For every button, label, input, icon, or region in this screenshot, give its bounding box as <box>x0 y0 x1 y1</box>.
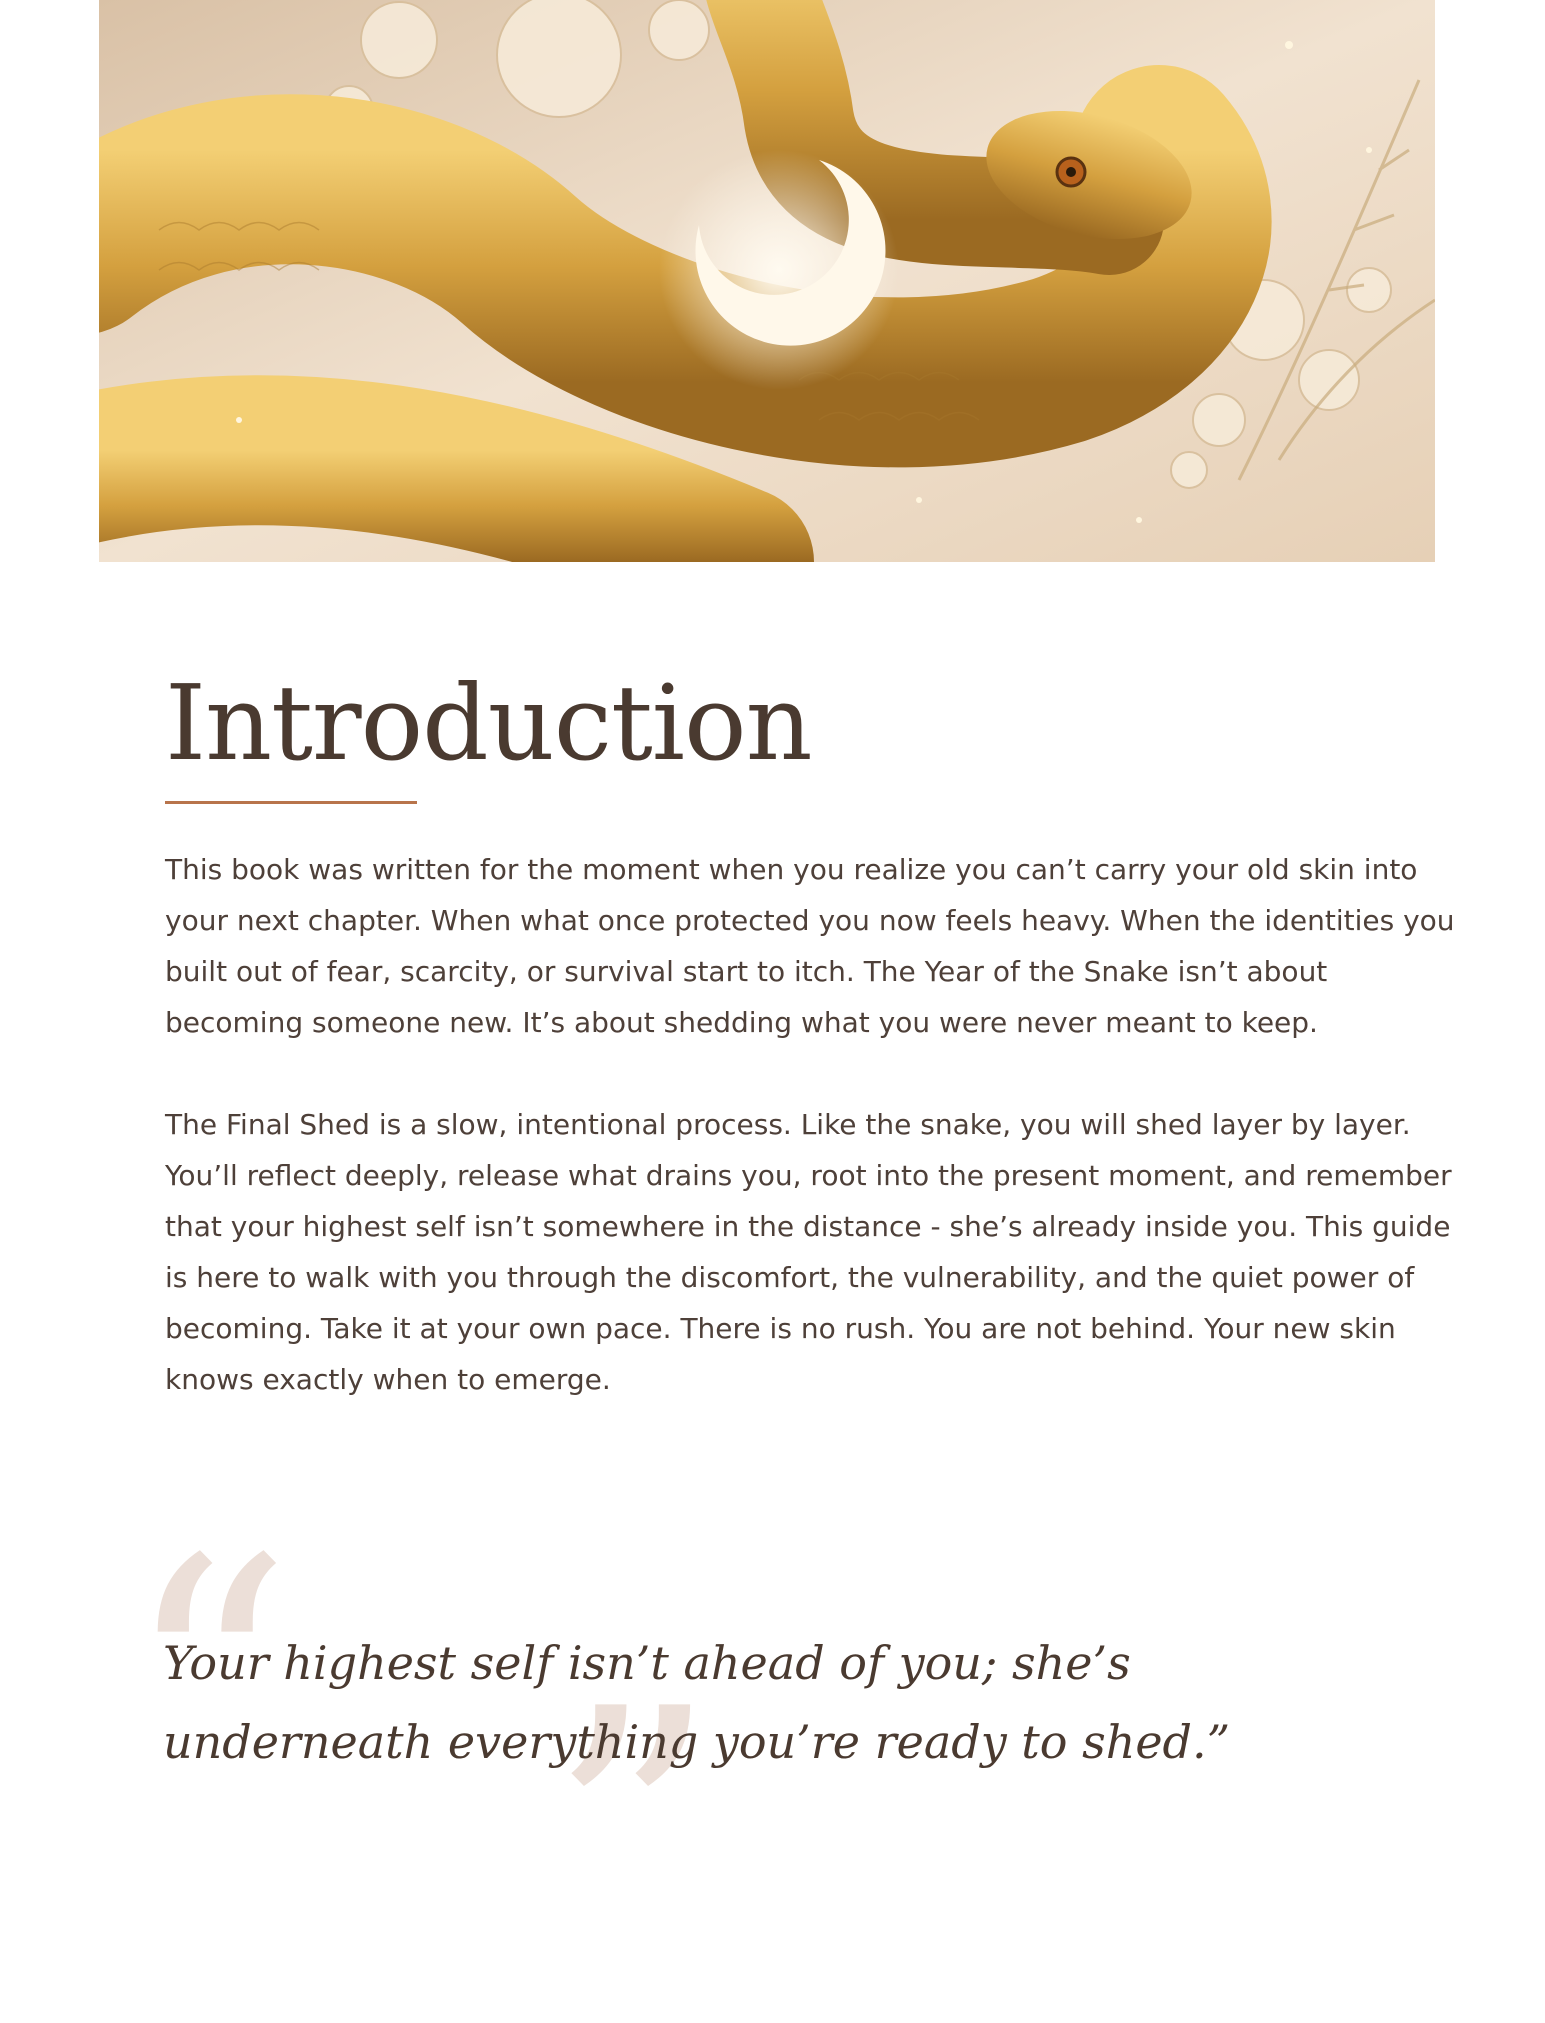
close-quote-icon: ” <box>548 1639 717 2023</box>
pull-quote: Your highest self isn’t ahead of you; she’s underneath everything you’re ready to shed.” <box>163 1636 1231 1769</box>
body-paragraph: The Final Shed is a slow, intentional process. Like the snake, you will shed layer by layer. You’ll reflect deeply, release what drains you, root into the present moment, and remember that your highest self isn’t somewhere in the distance - she’s already inside you. This guide is here to walk with you through the discomfort, the vulnerability, and the quiet power of becoming. Take it at your own pace. There is no rush. You are not behind. Your new skin knows exactly when to emerge. <box>165 1108 1452 1396</box>
hero-image <box>99 0 1435 562</box>
golden-snake-illustration <box>99 0 1435 562</box>
body-paragraph: This book was written for the moment when you realize you can’t carry your old skin into your next chapter. When what once protected you now feels heavy. When the identities you built out of fear, scarcity, or survival start to itch. The Year of the Snake isn’t about becoming someone new. It’s about shedding what you were never meant to keep. <box>165 853 1455 1039</box>
title-underline <box>165 801 417 804</box>
introduction-body <box>165 844 1455 1405</box>
open-quote-icon: “ <box>124 1489 293 1873</box>
page-title: Introduction <box>165 662 812 784</box>
